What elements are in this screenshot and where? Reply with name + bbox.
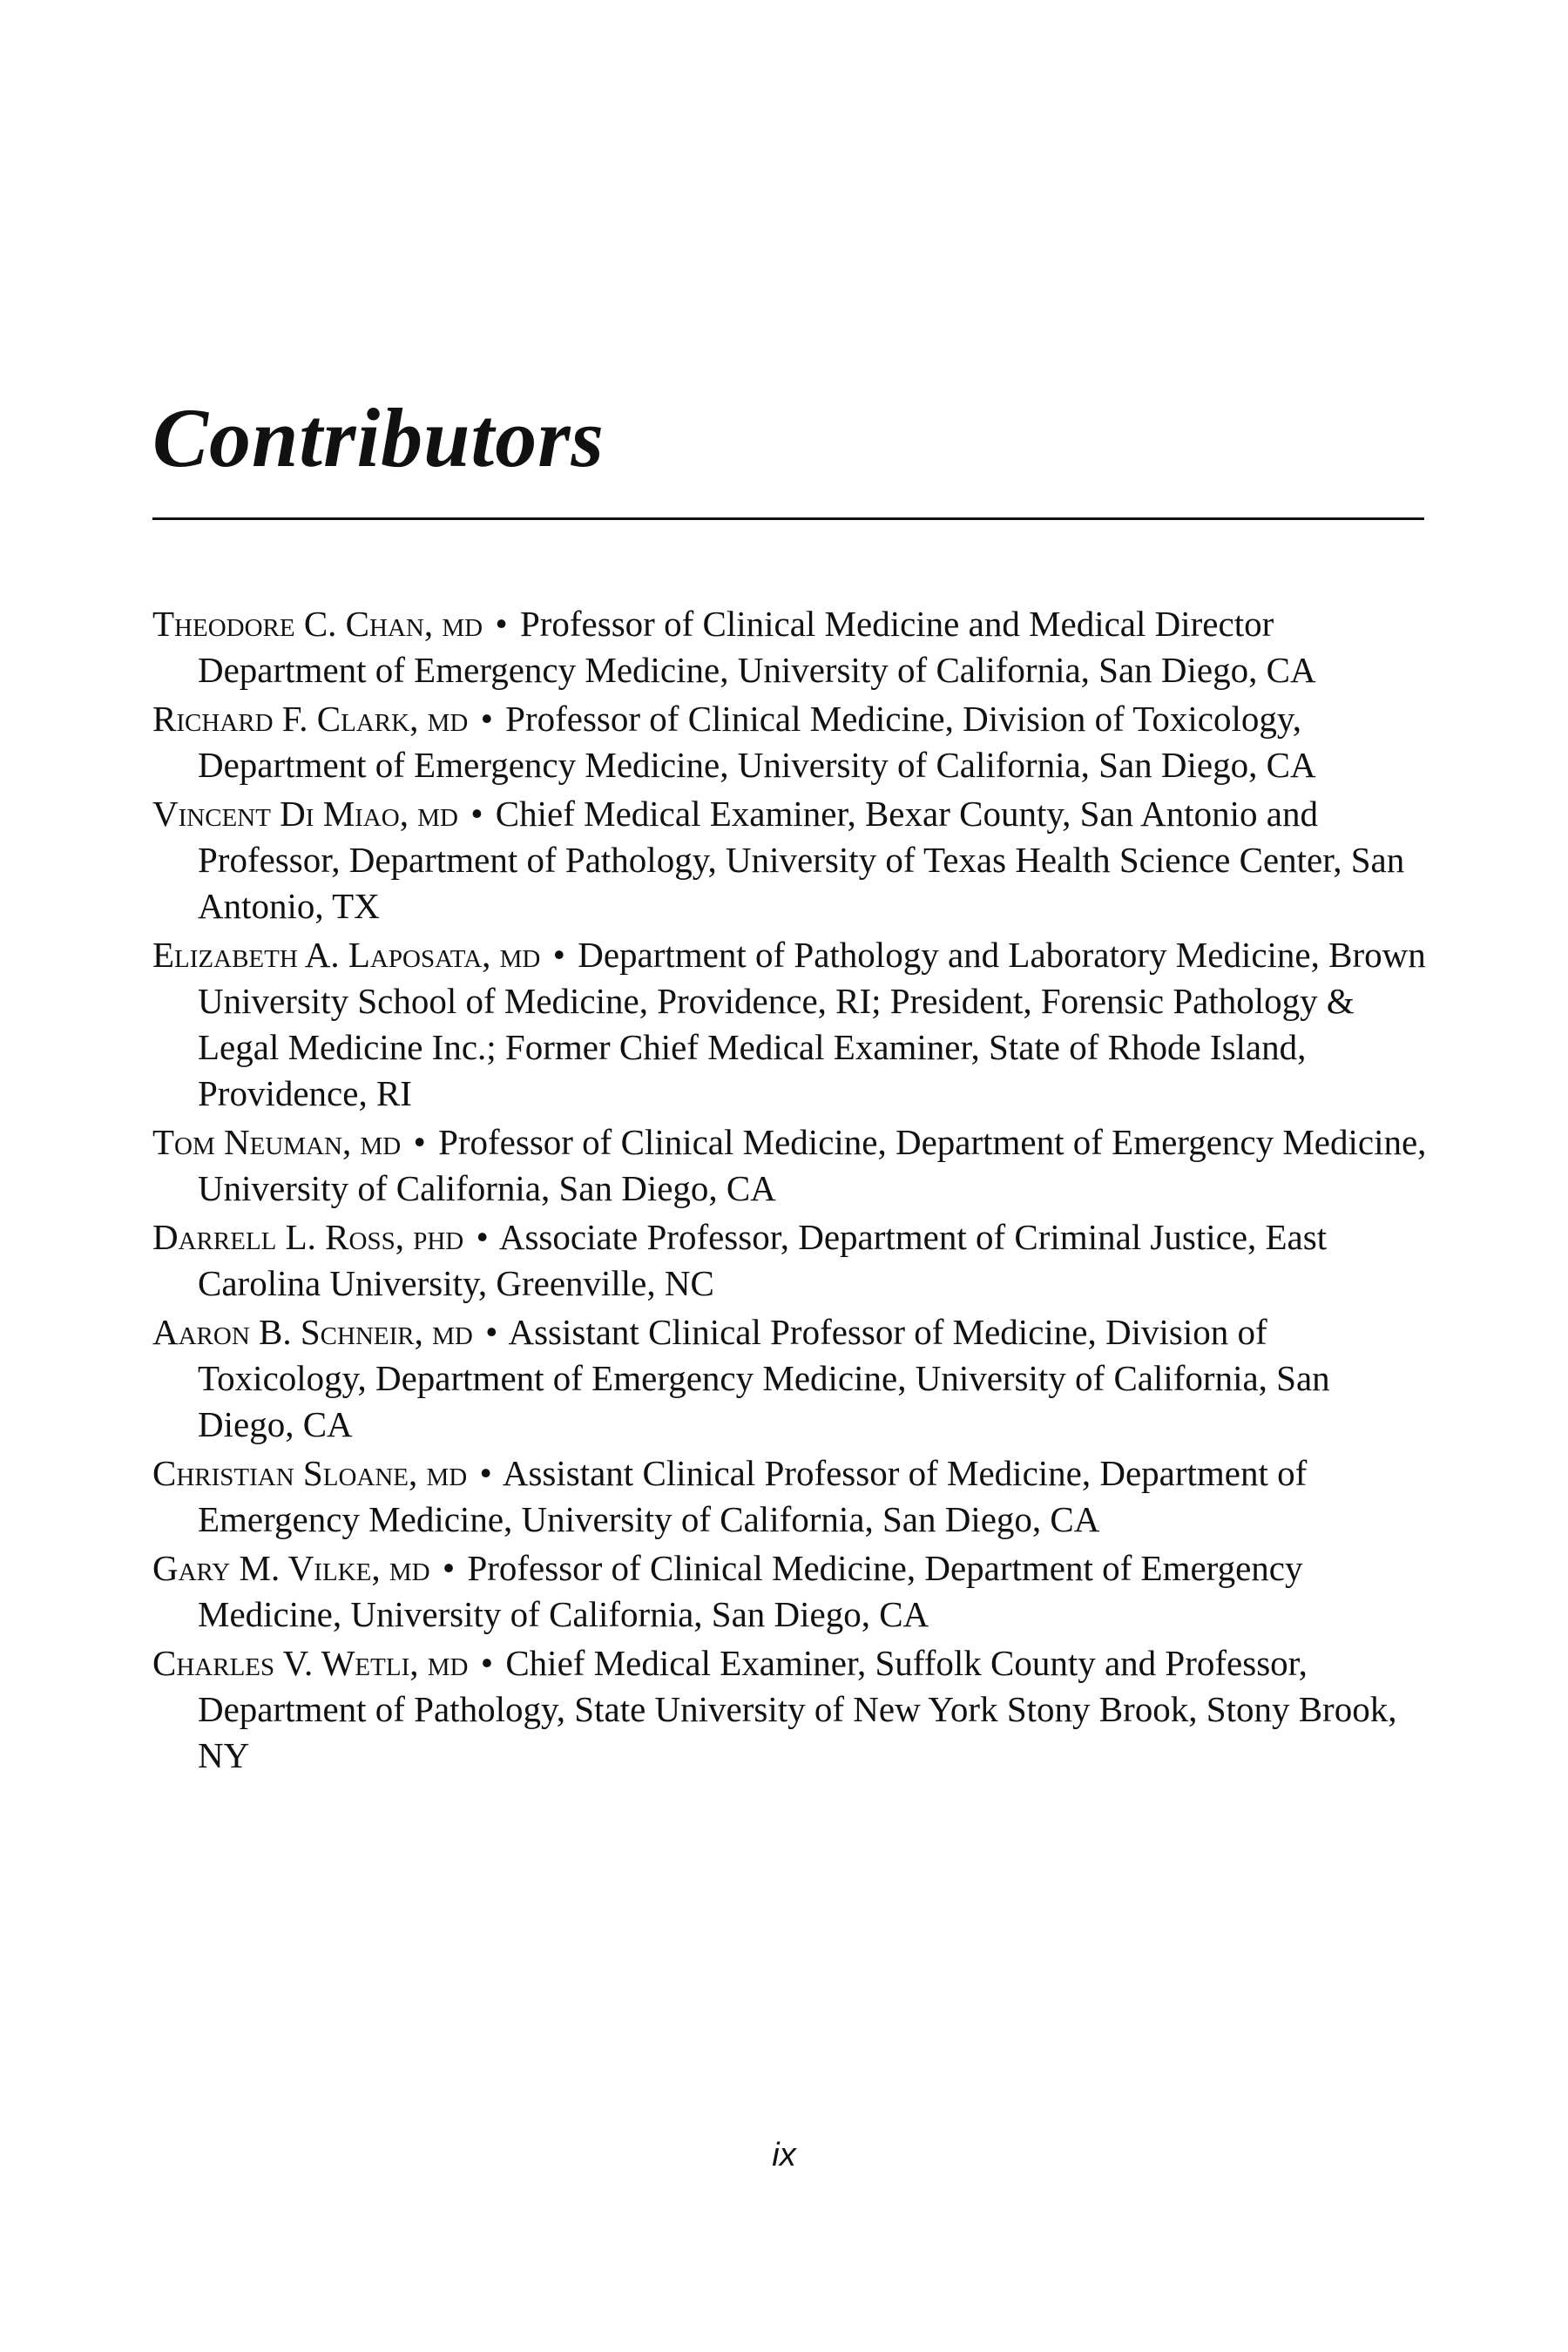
contributor-degree: md [389,1548,430,1588]
bullet-separator: • [480,699,493,739]
contributor-affiliation: Professor of Clinical Medicine, Department of Emergency Medicine, University of California, San Diego, CA [198,1122,1427,1208]
contributor-degree: md [442,604,483,644]
contributor-affiliation: Professor of Clinical Medicine, Department of Emergency Medicine, University of California, San Diego, CA [198,1548,1303,1634]
contributor-degree: md [499,935,541,975]
contributor-name: Theodore C. Chan, [152,604,434,644]
contributor-degree: md [426,1453,468,1493]
bullet-separator: • [485,1312,498,1352]
contributor-degree: md [432,1312,473,1352]
contributor-affiliation: Department of Pathology and Laboratory Medicine, Brown University School of Medicine, Providence, RI; President, Forensic Pathology & Legal Medicine Inc.; Former Chief Medical Examiner, State of Rhode Island, Providence, RI [198,935,1426,1113]
bullet-separator: • [552,935,565,975]
contributor-degree: md [417,794,458,834]
bullet-separator: • [470,794,483,834]
bullet-separator: • [413,1122,426,1162]
contributor-entry [152,1545,1433,1638]
title-divider [152,517,1424,520]
contributor-entry [152,932,1433,1117]
contributor-degree: md [360,1122,402,1162]
contributor-name: Charles V. Wetli, [152,1643,419,1683]
contributor-degree: phd [413,1217,464,1257]
contributor-name: Tom Neuman, [152,1122,352,1162]
contributor-list [152,601,1433,1781]
contributor-name: Christian Sloane, [152,1453,418,1493]
contributor-degree: md [427,699,469,739]
contributor-name: Gary M. Vilke, [152,1548,381,1588]
bullet-separator: • [476,1217,489,1257]
contributor-entry [152,601,1433,693]
contributor-affiliation: Assistant Clinical Professor of Medicine, Division of Toxicology, Department of Emergency Medicine, University of California, San Diego, CA [198,1312,1330,1444]
contributor-affiliation: Professor of Clinical Medicine and Medical Director Department of Emergency Medicine, University of California, San Diego, CA [198,604,1316,690]
contributor-affiliation: Professor of Clinical Medicine, Division of Toxicology, Department of Emergency Medicine, University of California, San Diego, CA [198,699,1316,785]
contributor-affiliation: Chief Medical Examiner, Bexar County, San Antonio and Professor, Department of Pathology, University of Texas Health Science Center, San Antonio, TX [198,794,1405,926]
page-title: Contributors [152,391,605,484]
contributor-affiliation: Assistant Clinical Professor of Medicine, Department of Emergency Medicine, University of California, San Diego, CA [198,1453,1308,1539]
contributor-entry [152,1214,1433,1307]
contributor-affiliation: Associate Professor, Department of Criminal Justice, East Carolina University, Greenville, NC [198,1217,1328,1303]
page-number: ix [772,2137,796,2173]
contributor-entry [152,1119,1433,1212]
bullet-separator: • [479,1453,492,1493]
contributor-affiliation: Chief Medical Examiner, Suffolk County and Professor, Department of Pathology, State University of New York Stony Brook, Stony Brook, NY [198,1643,1397,1775]
contributor-degree: md [427,1643,469,1683]
contributor-entry [152,1640,1433,1779]
contributor-entry [152,791,1433,929]
bullet-separator: • [495,604,508,644]
contributor-name: Vincent Di Miao, [152,794,409,834]
contributor-entry [152,1309,1433,1448]
contributor-name: Darrell L. Ross, [152,1217,404,1257]
contributor-name: Elizabeth A. Laposata, [152,935,491,975]
contributor-entry [152,1450,1433,1543]
bullet-separator: • [442,1548,456,1588]
contributor-name: Aaron B. Schneir, [152,1312,423,1352]
bullet-separator: • [480,1643,494,1683]
contributor-entry [152,696,1433,788]
contributor-name: Richard F. Clark, [152,699,419,739]
